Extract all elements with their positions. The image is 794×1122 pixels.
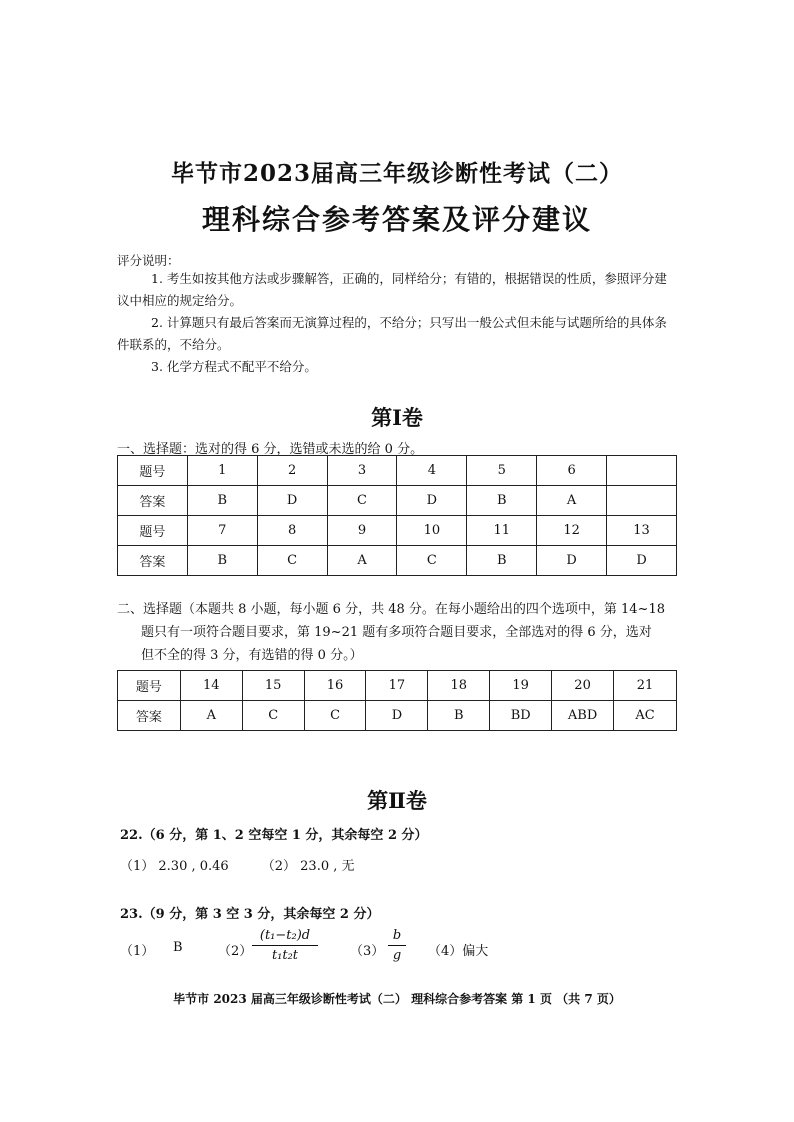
volume1-title: 第Ⅰ卷	[371, 405, 423, 430]
table-row-header: 答案	[118, 486, 188, 516]
q23-part2-label: （2）	[218, 944, 253, 959]
table-cell: 17	[366, 671, 428, 701]
scoring-note-2: 2. 计算题只有最后答案而无演算过程的，不给分；只写出一般公式但未能与试题所给的具体条件联系的，不给分。	[117, 315, 667, 352]
q23-part3-denominator: g	[392, 948, 402, 963]
table-cell: 1	[187, 456, 257, 486]
q23-part1-value: B	[173, 940, 183, 955]
table-row	[118, 486, 677, 516]
section2-heading-line1: 二、选择题（本题共 8 小题，每小题 6 分，共 48 分。在每小题给出的四个选项中，第 14~18	[117, 602, 665, 617]
table-cell: B	[187, 486, 257, 516]
table-cell: 14	[180, 671, 242, 701]
q23-part3-fraction	[388, 928, 406, 963]
table-cell: 18	[428, 671, 490, 701]
table-cell: C	[257, 546, 327, 576]
q22-answer: （1） 2.30 , 0.46 （2） 23.0 , 无	[120, 859, 355, 874]
scoring-notes	[117, 268, 679, 378]
table-cell: 15	[242, 671, 304, 701]
table-cell: D	[397, 486, 467, 516]
table-cell	[607, 486, 677, 516]
scoring-note-1: 1. 考生如按其他方法或步骤解答，正确的，同样给分；有错的，根据错误的性质，参照评分建议中相应的规定给分。	[117, 271, 667, 308]
table-cell: 12	[537, 516, 607, 546]
table-cell: B	[467, 486, 537, 516]
table-cell: 19	[490, 671, 552, 701]
section2-heading-line3: 但不全的得 3 分，有选错的得 0 分。）	[141, 648, 363, 663]
table-row	[118, 516, 677, 546]
section2-heading	[117, 598, 682, 667]
table-row	[118, 546, 677, 576]
q23-part2-denominator: t₁t₂t	[271, 948, 299, 963]
table-cell: 7	[187, 516, 257, 546]
table-cell	[607, 456, 677, 486]
q23-part2-numerator: (t₁−t₂)d	[259, 928, 311, 943]
table-cell: ABD	[552, 701, 614, 731]
section2-answer-table	[117, 670, 677, 731]
table-row-header: 题号	[118, 456, 188, 486]
table-row	[118, 671, 677, 701]
table-row-header: 题号	[118, 516, 188, 546]
table-cell: 2	[257, 456, 327, 486]
table-cell: A	[327, 546, 397, 576]
page-footer: 毕节市 2023 届高三年级诊断性考试（二） 理科综合参考答案 第 1 页 （共 7 页）	[173, 992, 621, 1006]
table-cell: 13	[607, 516, 677, 546]
table-cell: 21	[614, 671, 677, 701]
q23-heading: 23.（9 分，第 3 空 3 分，其余每空 2 分）	[120, 907, 380, 922]
table-cell: D	[366, 701, 428, 731]
table-cell: D	[537, 546, 607, 576]
table-cell: A	[537, 486, 607, 516]
table-row-header: 答案	[118, 701, 181, 731]
q23-part4: （4）偏大	[428, 944, 489, 959]
q23-part1-label: （1）	[120, 944, 155, 959]
table-cell: D	[257, 486, 327, 516]
document-title: 理科综合参考答案及评分建议	[201, 203, 592, 236]
table-cell: B	[428, 701, 490, 731]
table-cell: 3	[327, 456, 397, 486]
table-cell: 4	[397, 456, 467, 486]
q23-part2-fraction	[252, 928, 318, 963]
table-row	[118, 701, 677, 731]
table-cell: B	[187, 546, 257, 576]
table-cell: A	[180, 701, 242, 731]
table-row-header: 答案	[118, 546, 188, 576]
table-row	[118, 456, 677, 486]
q22-heading: 22.（6 分，第 1、2 空每空 1 分，其余每空 2 分）	[120, 828, 428, 843]
table-cell: B	[467, 546, 537, 576]
table-cell: C	[327, 486, 397, 516]
q23-part3-label: （3）	[350, 944, 385, 959]
table-cell: D	[607, 546, 677, 576]
scoring-notes-heading: 评分说明：	[117, 253, 180, 268]
table-cell: AC	[614, 701, 677, 731]
exam-title: 毕节市2023届高三年级诊断性考试（二）	[170, 160, 623, 187]
table-cell: 9	[327, 516, 397, 546]
table-cell: C	[397, 546, 467, 576]
section1-answer-table	[117, 455, 677, 576]
table-cell: 11	[467, 516, 537, 546]
table-cell: 5	[467, 456, 537, 486]
scoring-note-3: 3. 化学方程式不配平不给分。	[151, 359, 317, 374]
table-cell: 6	[537, 456, 607, 486]
table-cell: 8	[257, 516, 327, 546]
table-cell: 10	[397, 516, 467, 546]
table-cell: BD	[490, 701, 552, 731]
volume2-title: 第Ⅱ卷	[367, 788, 427, 813]
table-cell: 16	[304, 671, 366, 701]
table-cell: 20	[552, 671, 614, 701]
table-cell: C	[304, 701, 366, 731]
table-row-header: 题号	[118, 671, 181, 701]
section1-heading: 一、选择题：选对的得 6 分，选错或未选的给 0 分。	[117, 442, 424, 457]
section2-heading-line2: 题只有一项符合题目要求，第 19~21 题有多项符合题目要求，全部选对的得 6 分，选对	[141, 625, 652, 640]
q23-part3-numerator: b	[392, 928, 402, 943]
table-cell: C	[242, 701, 304, 731]
